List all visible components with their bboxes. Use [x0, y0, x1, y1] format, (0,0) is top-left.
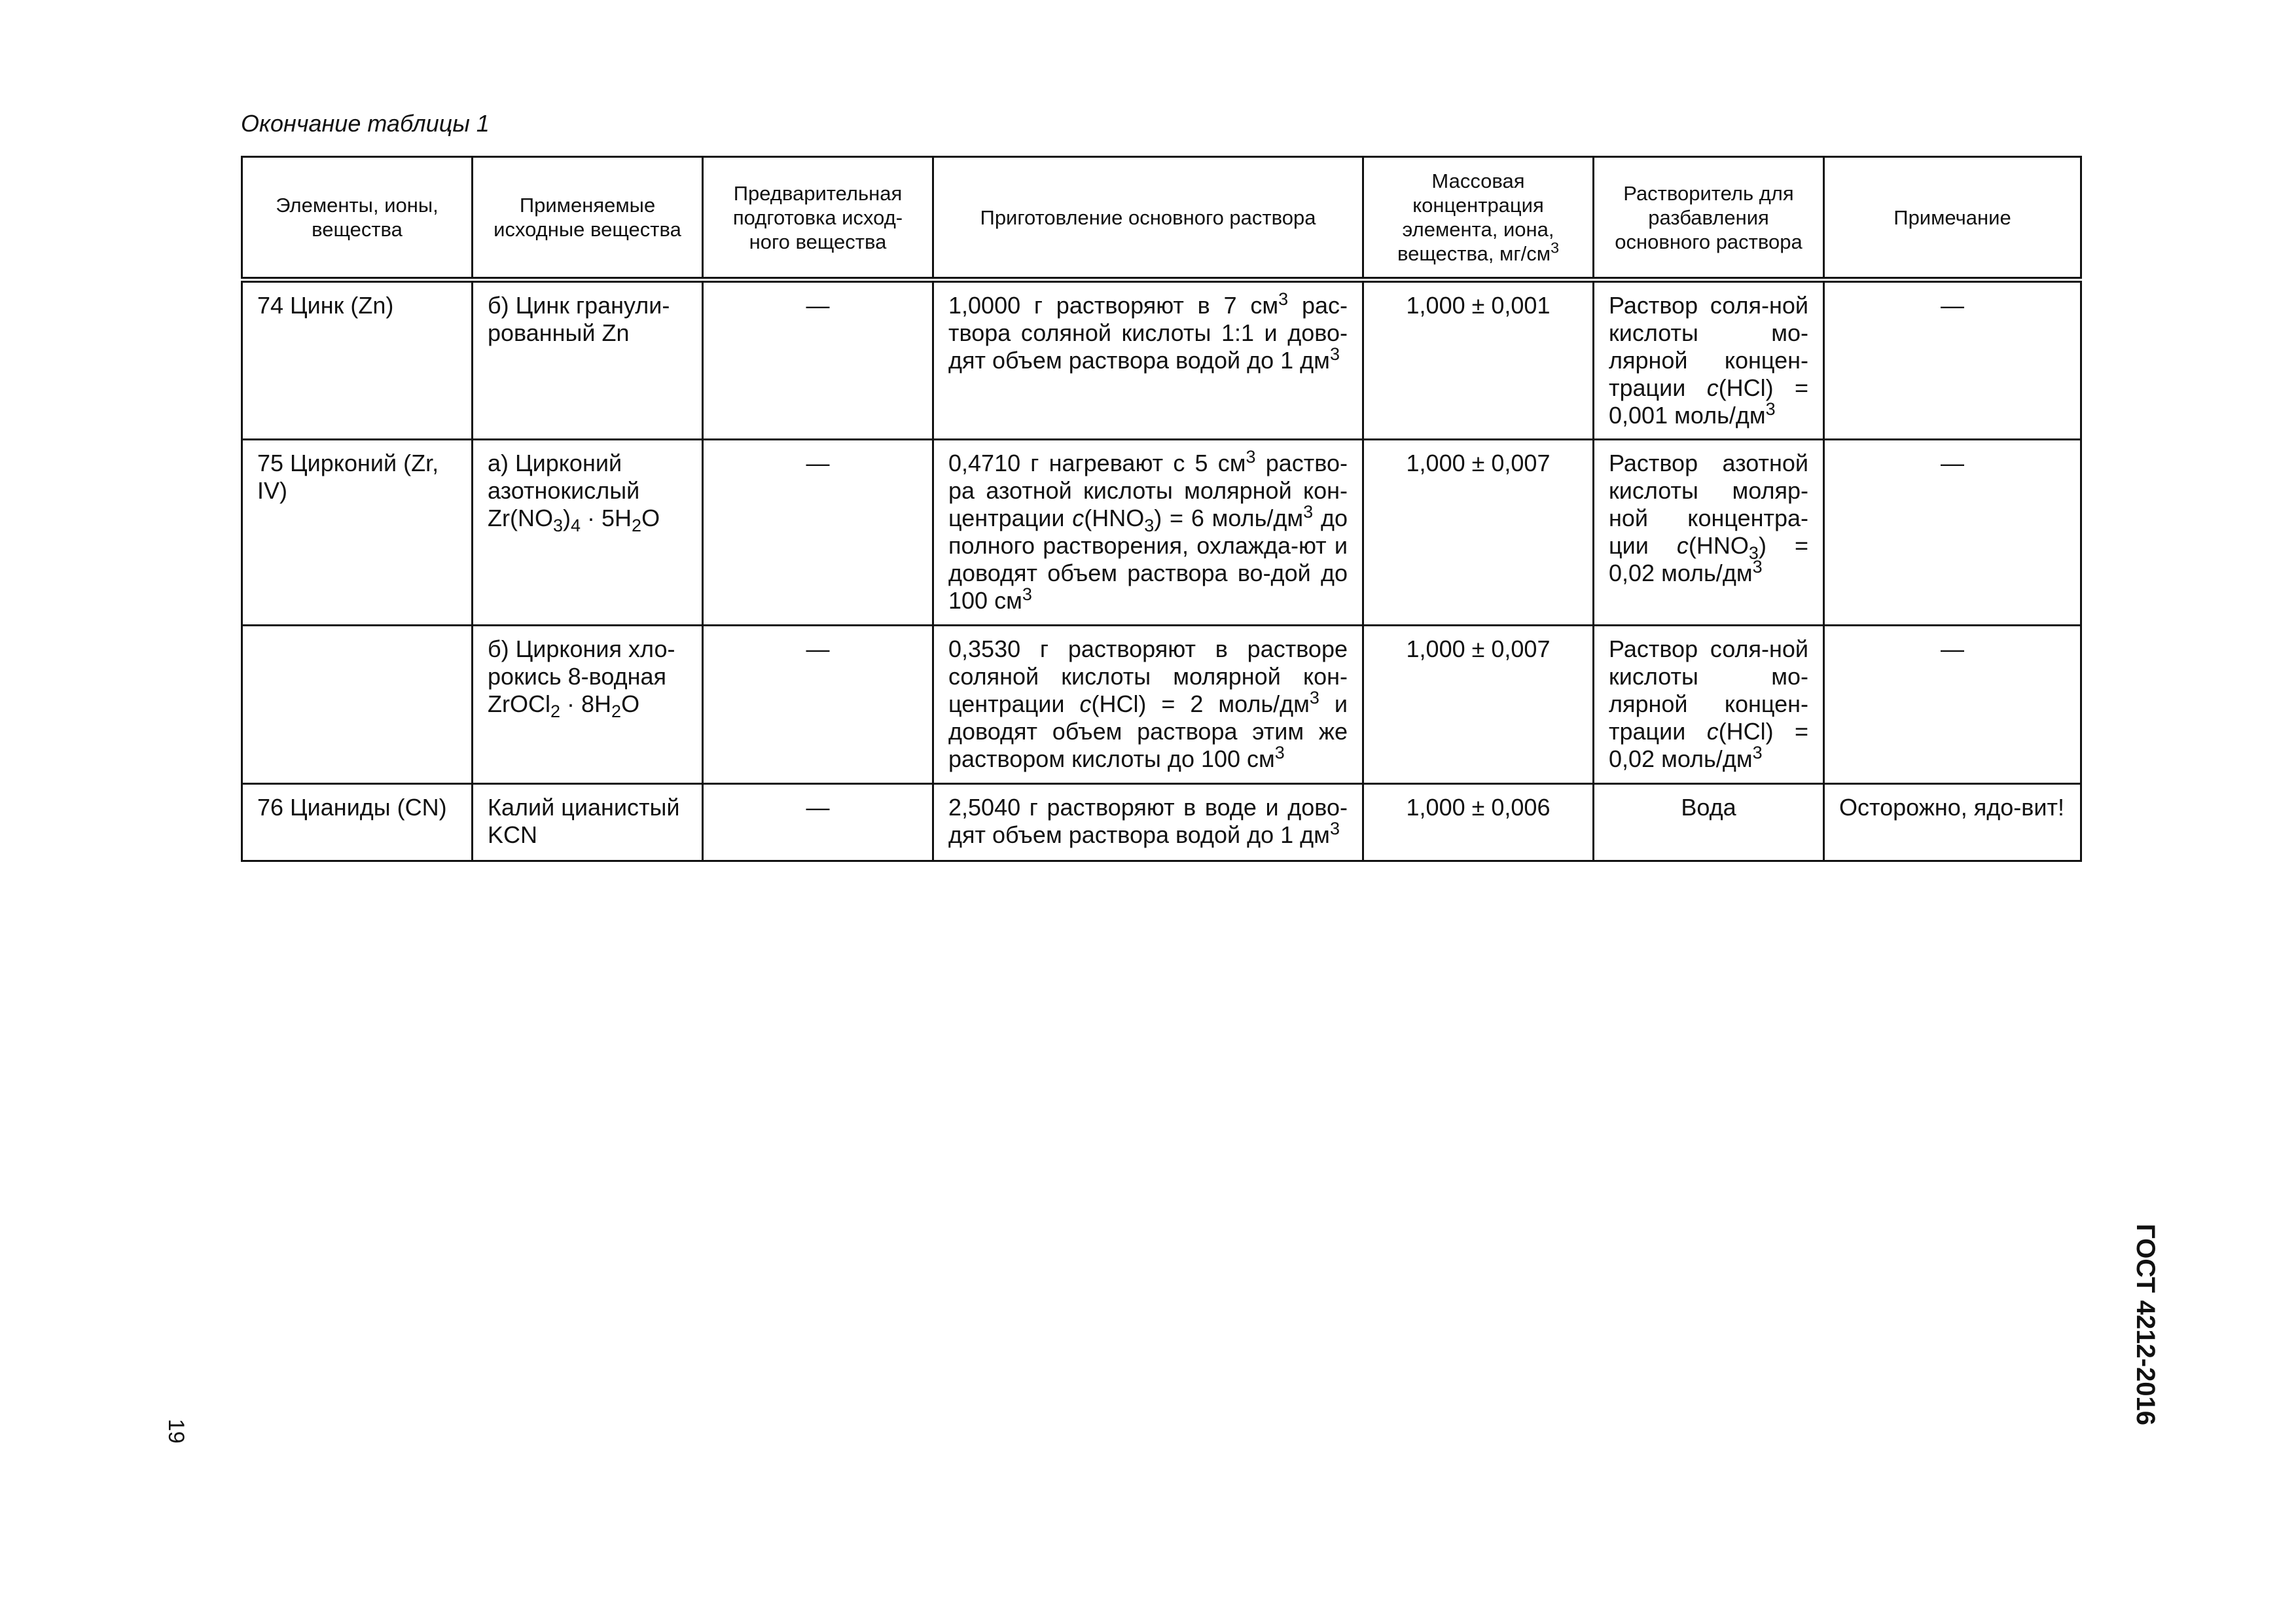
cell-solution: 0,3530 г растворяют в растворе соляной кислоты молярной кон-центрации c(HCl) = 2 моль/$дм^3$ и доводят объем раствора этим же раствором кислоты до 100 $см^3$: [933, 626, 1363, 784]
header-substances: Применяемые исходные вещества: [473, 157, 703, 280]
cell-preparation: —: [703, 626, 933, 784]
reagents-table: [241, 156, 2082, 862]
table-caption: Окончание таблицы 1: [241, 110, 490, 137]
cell-solvent: Раствор соля-ной кислоты мо-лярной концен-трации c(HCl) = 0,02 моль/$дм^3$: [1594, 626, 1824, 784]
cell-concentration: 1,000 ± 0,007: [1363, 626, 1594, 784]
header-solution: Приготовление основного раствора: [933, 157, 1363, 280]
cell-preparation: —: [703, 784, 933, 861]
page-number: 19: [164, 1419, 188, 1444]
cell-solvent: Раствор азотной кислоты моляр-ной концентра-ции $c(HNO_3) = 0,02$ моль/$дм^3$: [1594, 440, 1824, 626]
header-elements: Элементы, ионы, вещества: [242, 157, 473, 280]
cell-concentration: 1,000 ± 0,001: [1363, 280, 1594, 440]
header-note: Примечание: [1824, 157, 2081, 280]
cell-note: —: [1824, 626, 2081, 784]
header-concentration: Массовая концентрация элемента, иона, вещества, $мг/см^3$: [1363, 157, 1594, 280]
document-id: ГОСТ 4212-2016: [2131, 1224, 2160, 1425]
cell-element: 74 Цинк (Zn): [242, 280, 473, 440]
header-preparation: Предварительная подготовка исход-ного вещества: [703, 157, 933, 280]
cell-concentration: 1,000 ± 0,007: [1363, 440, 1594, 626]
cell-concentration: 1,000 ± 0,006: [1363, 784, 1594, 861]
cell-element: 76 Цианиды (CN): [242, 784, 473, 861]
cell-note: —: [1824, 280, 2081, 440]
table-row: [242, 440, 2081, 626]
cell-preparation: —: [703, 440, 933, 626]
cell-solvent: Раствор соля-ной кислоты мо-лярной концен-трации c(HCl) = 0,001 моль/$дм^3$: [1594, 280, 1824, 440]
cell-element: [242, 626, 473, 784]
cell-substance: Калий цианистый KCN: [473, 784, 703, 861]
cell-solvent: Вода: [1594, 784, 1824, 861]
cell-solution: 2,5040 г растворяют в воде и дово-дят объем раствора водой до 1 $дм^3$: [933, 784, 1363, 861]
cell-element: 75 Цирконий (Zr, IV): [242, 440, 473, 626]
cell-preparation: —: [703, 280, 933, 440]
table-header-row: [242, 157, 2081, 280]
cell-note: Осторожно, ядо-вит!: [1824, 784, 2081, 861]
cell-substance: б) Цинк гранули-рованный Zn: [473, 280, 703, 440]
cell-note: —: [1824, 440, 2081, 626]
table-row: [242, 784, 2081, 861]
cell-solution: 1,0000 г растворяют в 7 $см^3$ рас-твора соляной кислоты 1:1 и дово-дят объем раствора водой до 1 $дм^3$: [933, 280, 1363, 440]
table-row: [242, 280, 2081, 440]
cell-substance: б) Циркония хло-рокись 8-водная ZrOCl$_2$ · $8H_2O$: [473, 626, 703, 784]
cell-substance: а) Цирконий азотнокислый $Zr(NO_3)_4 \cdot 5H_2O$: [473, 440, 703, 626]
header-solvent: Растворитель для разбавления основного раствора: [1594, 157, 1824, 280]
cell-solution: 0,4710 г нагревают с 5 $см^3$ раство-ра азотной кислоты молярной кон-центрации $c(HNO_3) = 6$ моль/$дм^3$ до полного растворения, охлажда-ют и доводят объем раствора во-дой до 100 $см^3$: [933, 440, 1363, 626]
table-row: [242, 626, 2081, 784]
